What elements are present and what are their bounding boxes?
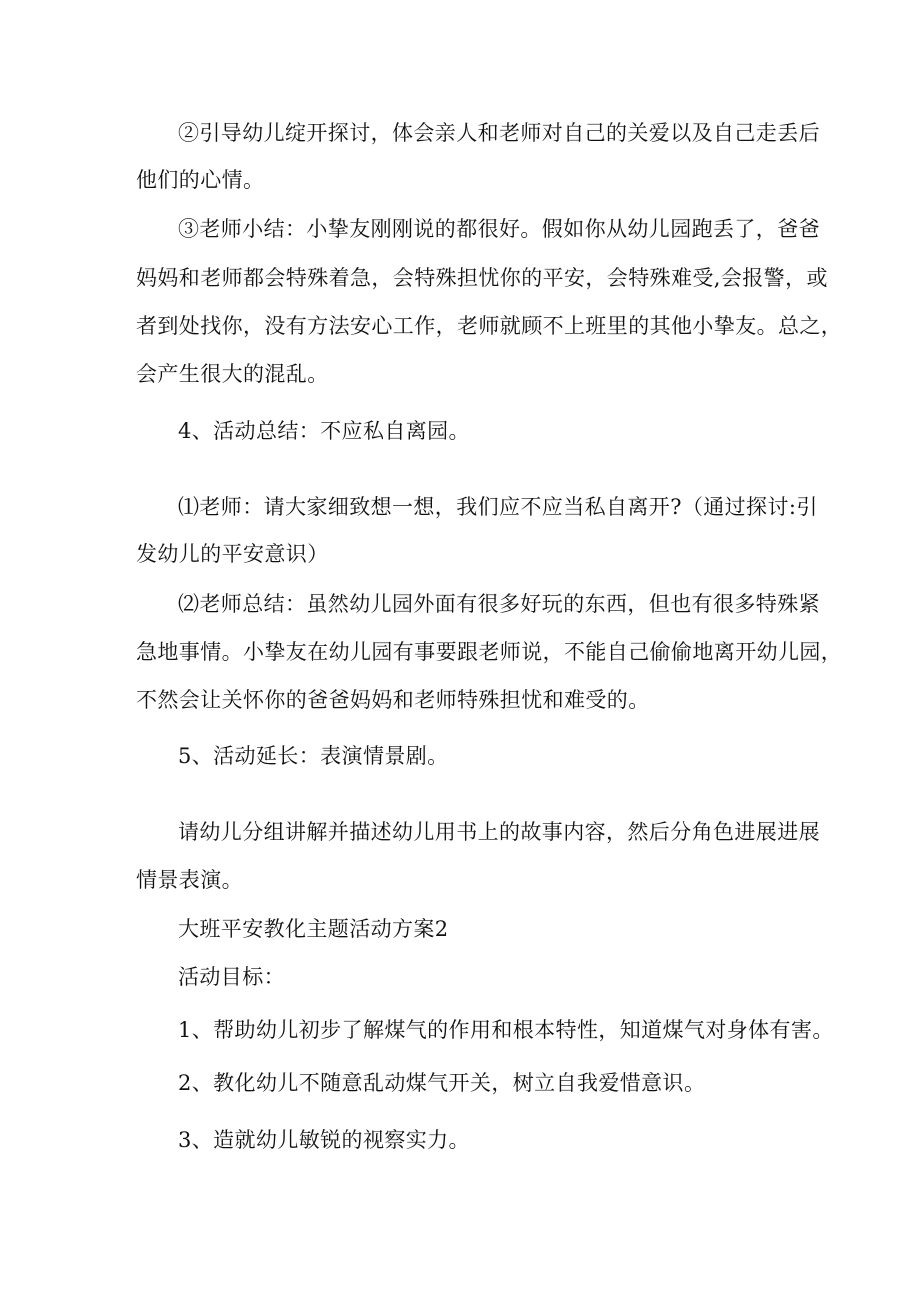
paragraph-2-line-4: 会产生很大的混乱。	[136, 362, 329, 386]
paragraph-7-line-1: 请幼儿分组讲解并描述幼儿用书上的故事内容，然后分角色进展进展	[178, 820, 820, 844]
paragraph-7-line-2: 情景表演。	[136, 868, 243, 892]
paragraph-1-line-2: 他们的心情。	[136, 168, 265, 192]
objective-2: 2、教化幼儿不随意乱动煤气开关，树立自我爱惜意识。	[178, 1071, 706, 1095]
paragraph-4-line-2: 发幼儿的平安意识）	[136, 542, 329, 566]
paragraph-5-line-2: 急地事情。小挚友在幼儿园有事要跟老师说，不能自己偷偷地离开幼儿园，	[136, 640, 843, 664]
paragraph-2-line-3: 者到处找你，没有方法安心工作，老师就顾不上班里的其他小挚友。总之，	[136, 314, 843, 338]
plan-title: 大班平安教化主题活动方案2	[178, 917, 449, 941]
paragraph-5-line-1: ⑵老师总结：虽然幼儿园外面有很多好玩的东西，但也有很多特殊紧	[178, 592, 820, 616]
paragraph-1-line-1: ②引导幼儿绽开探讨，体会亲人和老师对自己的关爱以及自己走丢后	[178, 121, 820, 145]
section-5-heading: 5、活动延长：表演情景剧。	[178, 744, 449, 768]
paragraph-4-line-1: ⑴老师：请大家细致想一想，我们应不应当私自离开?（通过探讨:引	[178, 495, 818, 519]
objectives-heading: 活动目标：	[178, 965, 285, 989]
section-4-heading: 4、活动总结：不应私自离园。	[178, 419, 470, 443]
paragraph-5-line-3: 不然会让关怀你的爸爸妈妈和老师特殊担忧和难受的。	[136, 688, 650, 712]
objective-3: 3、造就幼儿敏锐的视察实力。	[178, 1128, 470, 1152]
paragraph-2-line-1: ③老师小结：小挚友刚刚说的都很好。假如你从幼儿园跑丢了，爸爸	[178, 217, 820, 241]
objective-1: 1、帮助幼儿初步了解煤气的作用和根本特性，知道煤气对身体有害。	[178, 1018, 834, 1042]
paragraph-2-line-2: 妈妈和老师都会特殊着急，会特殊担忧你的平安，会特殊难受,会报警，或	[136, 266, 828, 290]
